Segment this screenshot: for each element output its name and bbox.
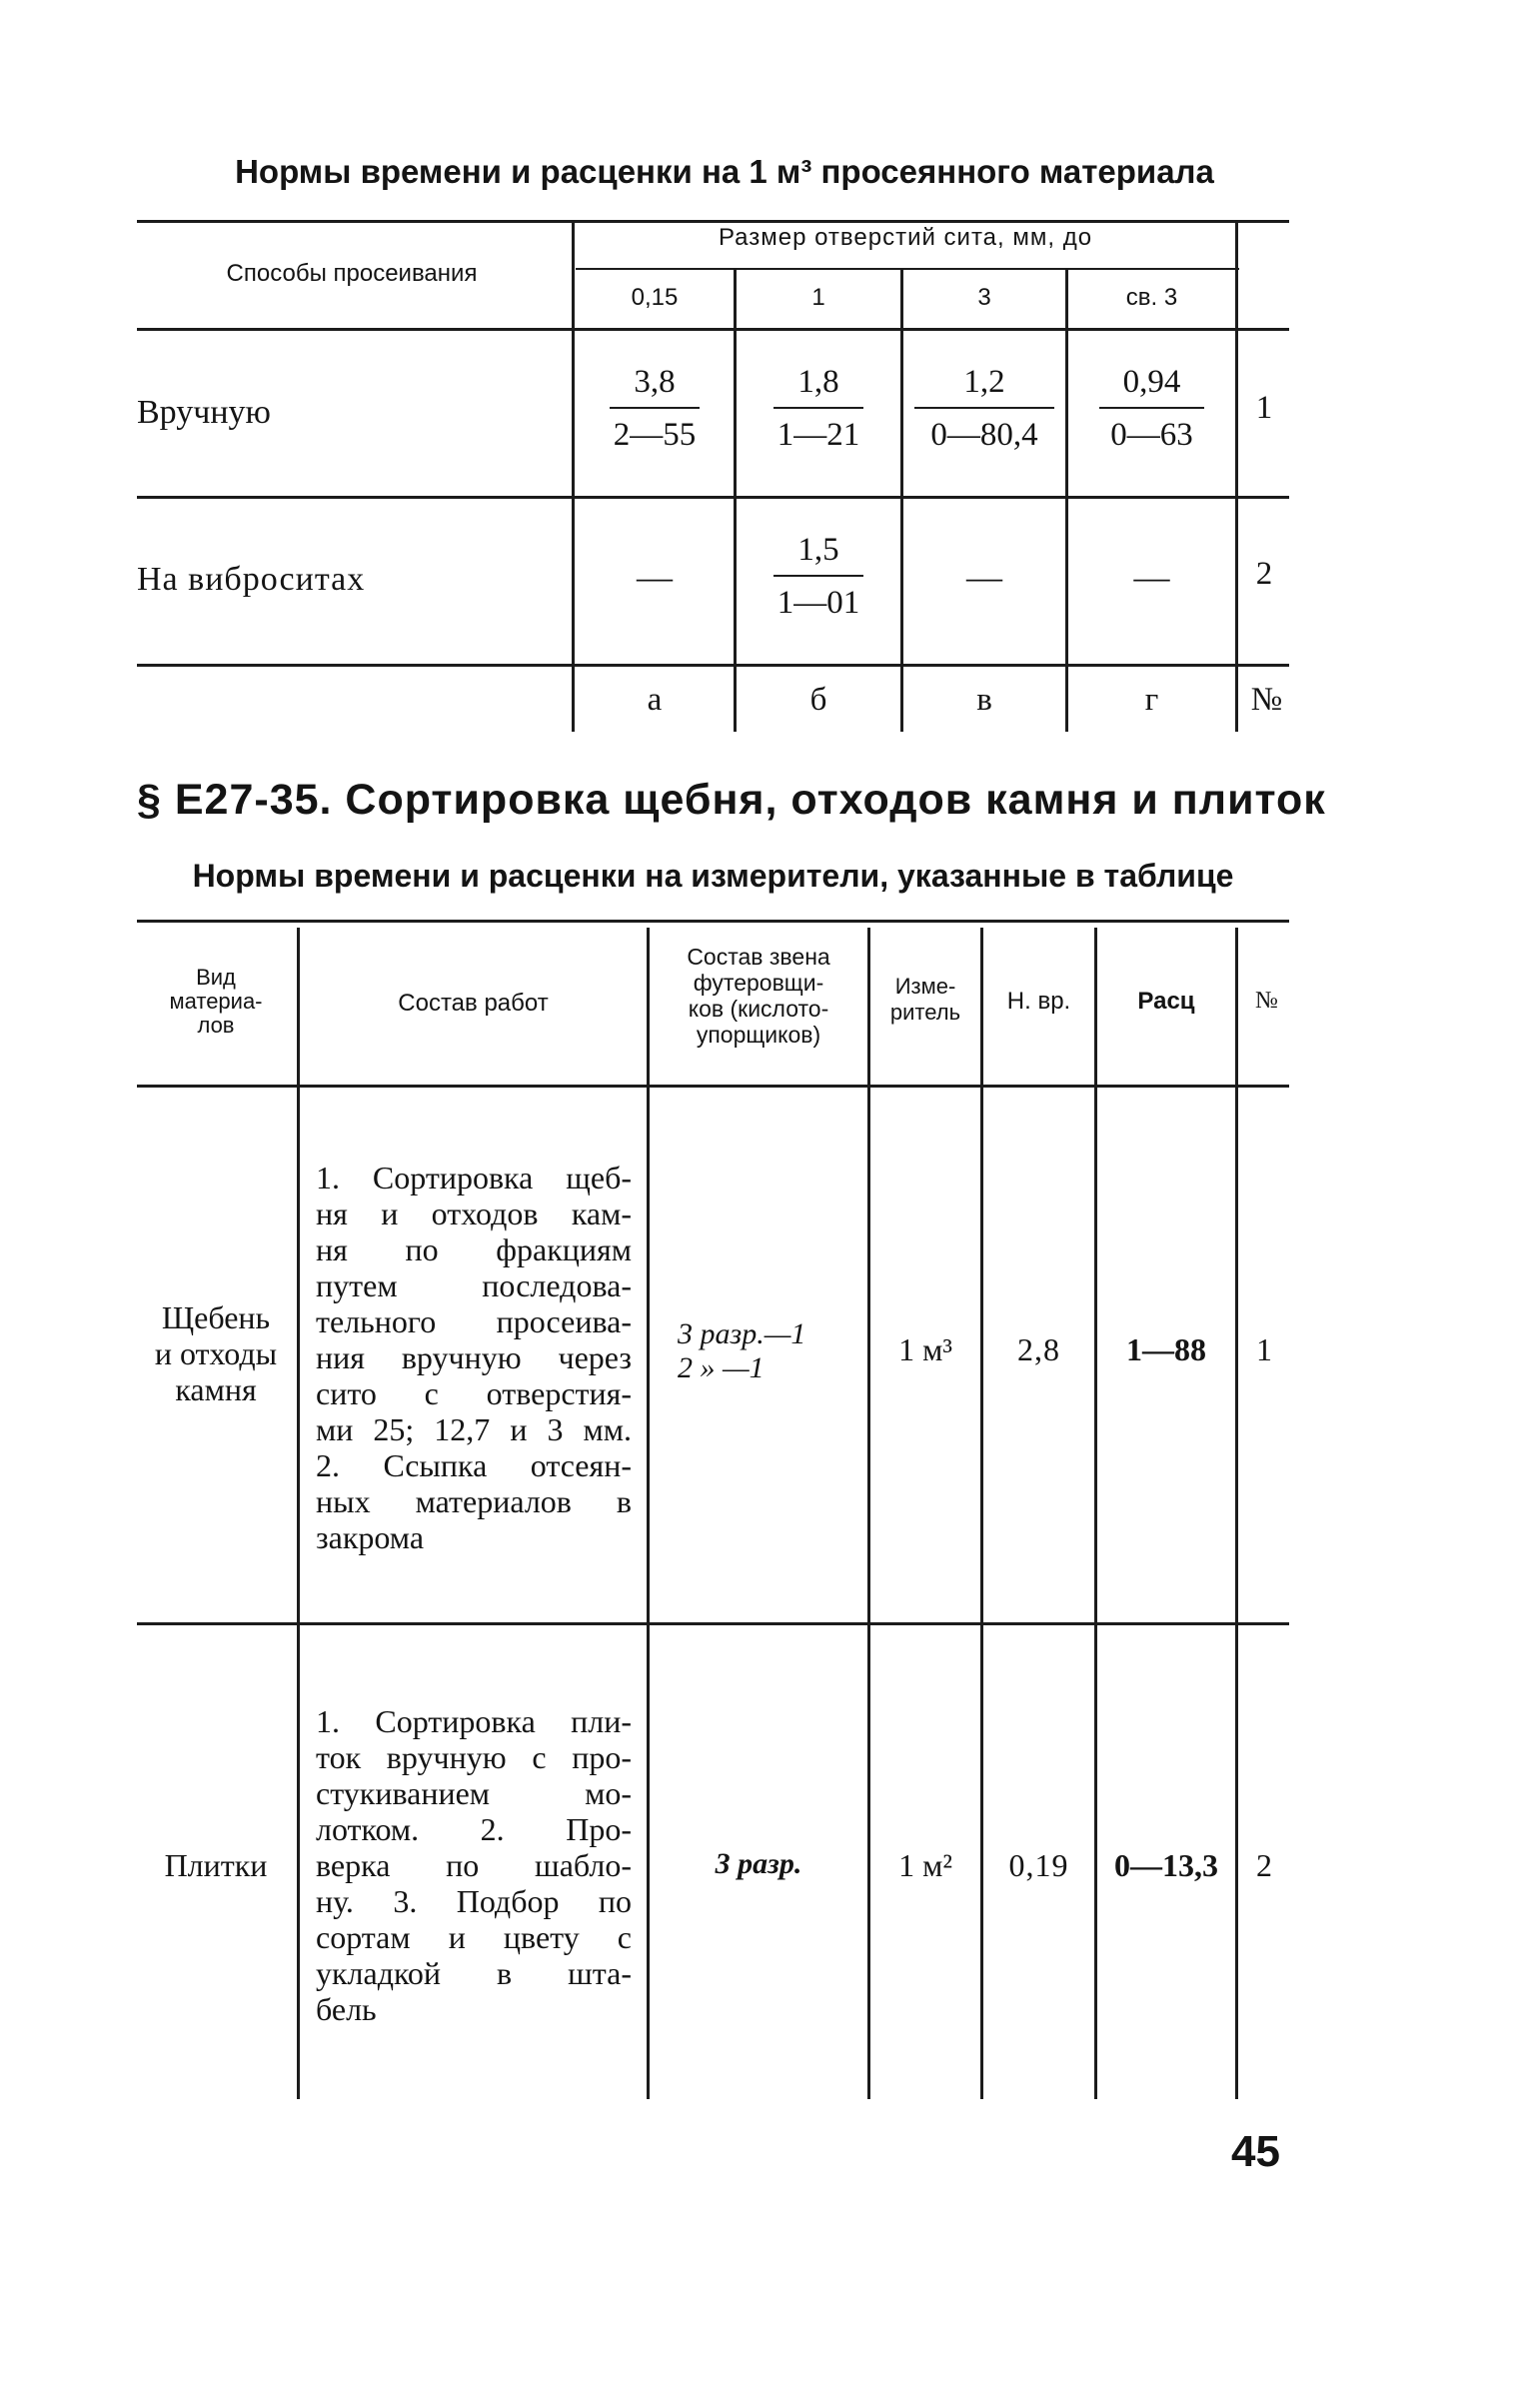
norm-value: 1,5 (797, 532, 839, 568)
work-line: ня и отходов кам- (316, 1195, 632, 1231)
table1-size-1: 1 (811, 284, 825, 311)
table1-row1-num: 1 (1255, 390, 1273, 426)
table2-top-rule (137, 920, 1289, 923)
table2-row2-num: 2 (1256, 1847, 1272, 1883)
table2-row1-material (137, 1299, 295, 1407)
table2-vline (647, 928, 650, 2099)
rate-value: 2—55 (613, 417, 697, 453)
table2-row1-rate: 1—88 (1126, 1331, 1206, 1367)
table1-row1-cell-c (903, 364, 1065, 454)
table2-header-unit (870, 974, 980, 1026)
work-line: 1. Сортировка пли- (316, 1703, 632, 1739)
header-line: упорщиков) (696, 1022, 821, 1048)
table2-row1-num: 1 (1256, 1331, 1272, 1367)
rate-value: 1—21 (776, 417, 860, 453)
work-line: ток вручную с про- (316, 1739, 632, 1775)
norm-value: 3,8 (634, 364, 676, 400)
table1-size-3: св. 3 (1125, 284, 1178, 311)
table2-vline (867, 928, 870, 2099)
table2-vline (980, 928, 983, 2099)
table1-row1-method: Вручную (137, 394, 271, 431)
table1-footer-num: № (1250, 682, 1283, 718)
work-line: укладкой в шта- (316, 1955, 632, 1991)
table1-vline (1065, 270, 1068, 732)
fraction-bar (773, 407, 863, 409)
norm-value: 1,2 (963, 364, 1005, 400)
norm-value: 0,94 (1122, 364, 1181, 400)
work-line: ми 25; 12,7 и 3 мм. (316, 1411, 632, 1447)
table1-row1-rule (137, 496, 1289, 499)
work-line: путем последова- (316, 1267, 632, 1303)
table1-header-bottom-rule (137, 328, 1289, 331)
table1-size-2: 3 (977, 284, 991, 311)
table1-vline (1235, 222, 1238, 732)
rate-value: 0—63 (1110, 417, 1193, 453)
table2-header-num: № (1255, 988, 1278, 1014)
table2-header-work: Состав работ (398, 990, 549, 1017)
header-line: ритель (889, 1000, 961, 1025)
work-line: тельного просеива- (316, 1303, 632, 1339)
table2-header-material (137, 966, 295, 1038)
table1-row2-num: 2 (1255, 556, 1273, 592)
rate-value: 0—80,4 (930, 417, 1038, 453)
work-line: ня по фракциям (316, 1231, 632, 1267)
table2-header-norm: Н. вр. (1006, 988, 1071, 1015)
work-line: ных материалов в (316, 1483, 632, 1519)
material-line: и отходы (154, 1335, 278, 1371)
table1-row1-cell-b (737, 364, 900, 454)
work-line: сито с отверстия- (316, 1375, 632, 1411)
table2-vline (297, 928, 300, 2099)
table1-row2-cell-c: — (966, 557, 1002, 597)
table1-header-subrule (576, 268, 1239, 270)
table2-row1-work (316, 1160, 632, 1555)
work-line: бель (316, 1991, 377, 2027)
table2-row1-crew (678, 1317, 805, 1385)
work-line: закрома (316, 1519, 425, 1555)
table2-row2-unit: 1 м² (898, 1847, 952, 1883)
table2-row2-norm: 0,19 (1008, 1847, 1069, 1883)
work-line: 1. Сортировка щеб- (316, 1160, 632, 1195)
fraction-bar (773, 575, 863, 577)
header-line: Изме- (894, 974, 956, 999)
work-line: ну. 3. Подбор по (316, 1883, 632, 1919)
table1-vline (734, 270, 737, 732)
table2-header-crew (650, 944, 867, 1048)
work-line: 2. Ссыпка отсеян- (316, 1447, 632, 1483)
table1-vline (572, 222, 575, 732)
crew-line: 2 » —1 (678, 1351, 765, 1384)
header-line: ков (кислото- (688, 996, 829, 1022)
table1-row1-cell-d (1068, 364, 1235, 454)
work-line: лотком. 2. Про- (316, 1811, 632, 1847)
norm-value: 1,8 (797, 364, 839, 400)
header-line: Состав звена (687, 944, 830, 970)
table2-row1-rule (137, 1622, 1289, 1625)
table1-header-method: Способы просеивания (226, 260, 478, 287)
work-line: ния вручную через (316, 1339, 632, 1375)
table2-row1-unit: 1 м³ (898, 1331, 952, 1367)
table1-footer-letter: а (647, 682, 663, 718)
section-subtitle: Нормы времени и расценки на измерители, указанные в таблице (192, 858, 1234, 894)
table1-row2-cell-d: — (1133, 557, 1170, 597)
section-heading: § Е27-35. Сортировка щебня, отходов камня и плиток (137, 776, 1326, 824)
table1-header-size: Размер отверстий сита, мм, до (718, 224, 1093, 251)
header-line: Вид (196, 965, 236, 990)
table2-header-bottom-rule (137, 1085, 1289, 1088)
table1-title: Нормы времени и расценки на 1 м³ просеянного материала (235, 153, 1214, 190)
table1-vline (900, 270, 903, 732)
material-line: Плитки (164, 1847, 268, 1883)
table1-row2-cell-b (737, 532, 900, 622)
header-line: материа- (169, 989, 263, 1014)
table1-size-0: 0,15 (631, 284, 679, 311)
table1-row2-cell-a: — (637, 557, 673, 597)
header-line: лов (197, 1013, 235, 1038)
table2-row2-rate: 0—13,3 (1114, 1847, 1218, 1883)
material-line: камня (175, 1371, 257, 1407)
material-line: Щебень (161, 1299, 271, 1335)
fraction-bar (1099, 407, 1204, 409)
table1-top-rule (137, 220, 1289, 223)
work-line: верка по шабло- (316, 1847, 632, 1883)
table1-row1-cell-a (576, 364, 734, 454)
crew-line: 3 разр.—1 (678, 1317, 806, 1350)
header-line: футеровщи- (693, 970, 824, 996)
table1-footer-letter: б (809, 682, 827, 718)
fraction-bar (914, 407, 1054, 409)
table2-row2-work (316, 1703, 632, 2027)
table1-footer-letter: в (976, 682, 992, 718)
table2-vline (1235, 928, 1238, 2099)
rate-value: 1—01 (776, 585, 860, 621)
fraction-bar (610, 407, 700, 409)
table2-row2-material (137, 1847, 295, 1883)
table2-vline (1094, 928, 1097, 2099)
page-number: 45 (1231, 2127, 1280, 2176)
work-line: сортам и цвету с (316, 1919, 632, 1955)
table1-row2-rule (137, 664, 1289, 667)
work-line: стукиванием мо- (316, 1775, 632, 1811)
table2-header-rate: Расц (1137, 988, 1195, 1015)
table2-row2-crew: 3 разр. (715, 1847, 802, 1880)
table1-footer-letter: г (1144, 682, 1159, 718)
table1-row2-method: На виброситах (137, 561, 366, 598)
table2-row1-norm: 2,8 (1017, 1331, 1060, 1367)
